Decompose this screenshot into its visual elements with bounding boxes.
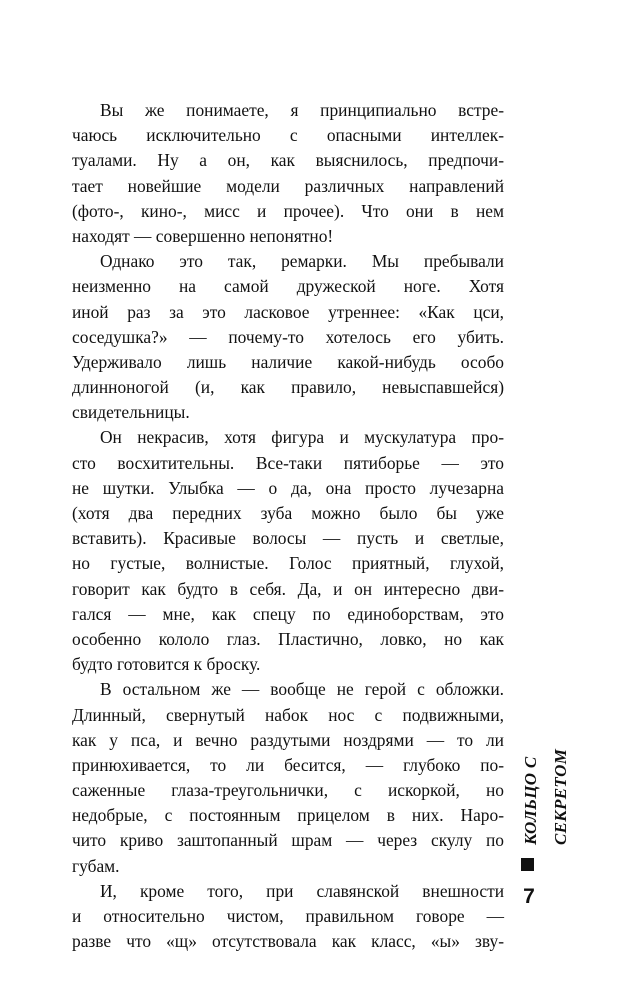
text-line: говорит как будто в себя. Да, и он интересно дви-: [72, 578, 504, 599]
text-line: особенно кололо глаз. Пластично, ловко, но как: [72, 628, 504, 649]
text-line: (хотя два передних зуба можно было бы уже: [72, 503, 504, 523]
page-number: 7: [523, 885, 535, 908]
text-line: находят — совершенно непонятно!: [72, 225, 334, 246]
text-line: саженные глаза-треугольнички, с искоркой, но: [72, 780, 504, 801]
text-line: туалами. Ну а он, как выяснилось, предпочи-: [72, 150, 504, 171]
text-line: длинноногой (и, как правило, невыспавшейся): [72, 377, 504, 398]
text-line: (фото-, кино-, мисс и прочее). Что они в нем: [72, 200, 504, 221]
square-marker-icon: [521, 858, 534, 871]
text-line: чаюсь исключительно с опасными интеллек-: [72, 125, 504, 146]
body-text: [72, 98, 504, 954]
text-line: не шутки. Улыбка — о да, она просто лучезарна: [72, 477, 504, 498]
text-line: вставить). Красивые волосы — пусть и светлые,: [72, 528, 504, 549]
text-line: разве что «щ» отсутствовала как класс, «ы» зву-: [72, 931, 504, 952]
text-line: свидетельницы.: [72, 402, 190, 423]
text-line: тает новейшие модели различных направлений: [72, 175, 504, 196]
text-line: как у пса, и вечно раздутыми ноздрями — то ли: [72, 729, 504, 750]
text-line: неизменно на самой дружеской ноге. Хотя: [72, 276, 504, 297]
text-line: и относительно чистом, правильном говоре —: [72, 906, 504, 926]
text-line: Длинный, свернутый набок нос с подвижными,: [72, 704, 504, 725]
text-line: Вы же понимаете, я принципиально встре-: [100, 100, 504, 120]
text-line: Удерживало лишь наличие какой-нибудь особо: [72, 351, 504, 372]
text-line: И, кроме того, при славянской внешности: [100, 880, 504, 901]
text-line: недобрые, с постоянным прицелом в них. Наро-: [72, 805, 504, 826]
text-line: гался — мне, как спецу по единоборствам, это: [72, 603, 504, 624]
text-line: Он некрасив, хотя фигура и мускулатура про-: [100, 427, 504, 448]
text-line: иной раз за это ласковое утреннее: «Как цси,: [72, 301, 504, 322]
text-line: чито криво заштопанный шрам — через скулу по: [72, 830, 504, 851]
text-line: но густые, волнистые. Голос приятный, глухой,: [72, 553, 504, 574]
text-line: сто восхитительны. Все-таки пятиборье — это: [72, 452, 504, 473]
text-line: будто готовится к броску.: [72, 654, 261, 675]
text-line: Однако это так, ремарки. Мы пребывали: [100, 251, 504, 272]
running-title: КОЛЬЦО С СЕКРЕТОМ: [521, 748, 570, 845]
text-line: соседушка?» — почему-то хотелось его убить.: [72, 326, 504, 347]
text-line: В остальном же — вообще не герой с обложки.: [100, 679, 504, 700]
text-line: принюхивается, то ли бесится, — глубоко по-: [72, 754, 504, 775]
text-line: губам.: [72, 855, 120, 876]
